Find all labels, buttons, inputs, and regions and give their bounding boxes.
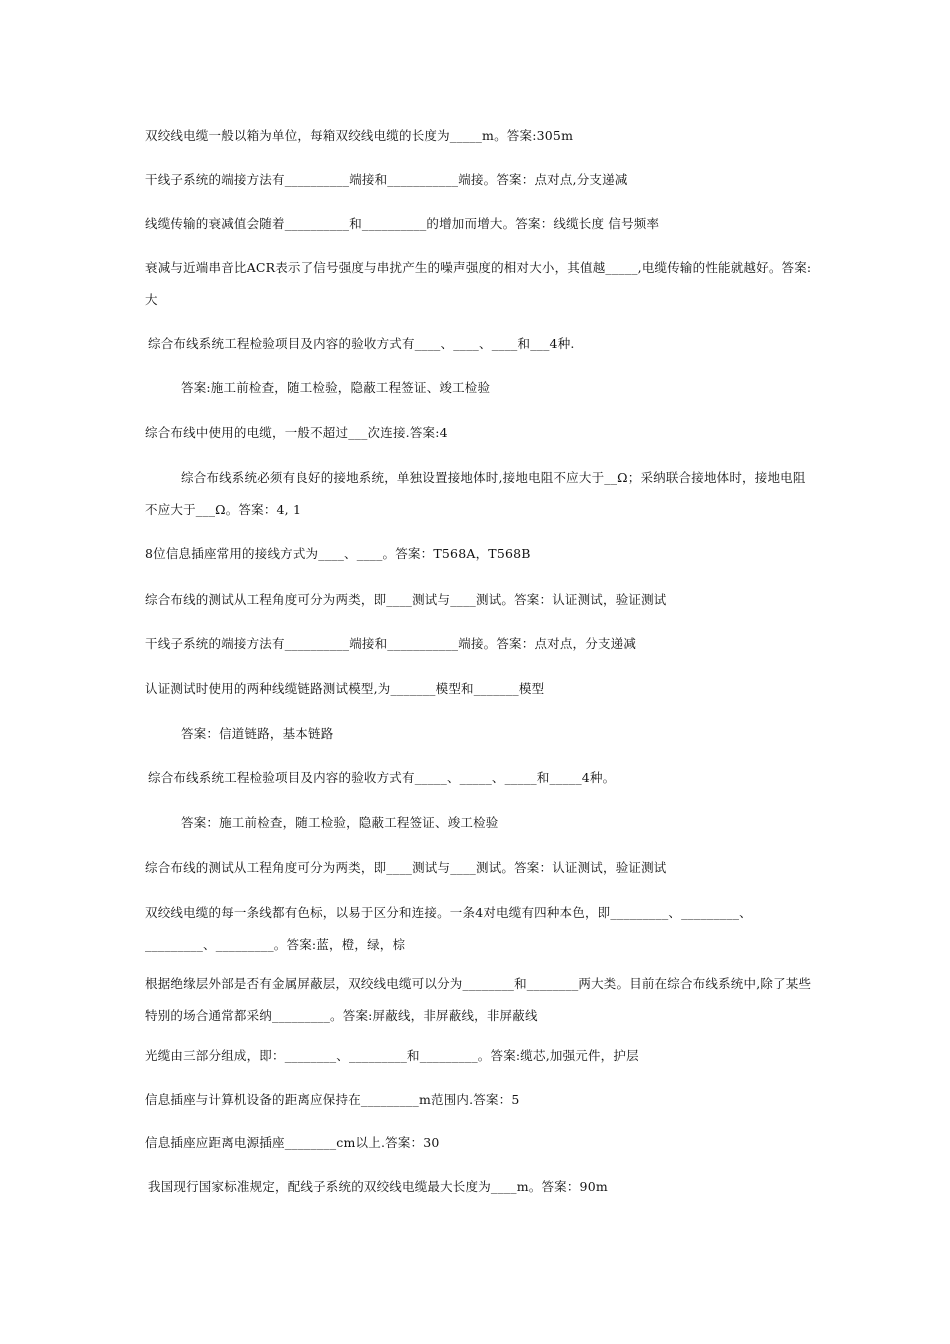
question-1: 双绞线电缆一般以箱为单位，每箱双绞线电缆的长度为_____m。答案:305m xyxy=(145,128,574,143)
question-3: 线缆传输的衰减值会随着__________和__________的增加而增大。答案：线缆长度 信号频率 xyxy=(145,216,660,231)
question-2: 干线子系统的端接方法有__________端接和___________端接。答案：点对点,分支递减 xyxy=(145,172,628,187)
question-19: 我国现行国家标准规定，配线子系统的双绞线电缆最大长度为____m。答案：90m xyxy=(148,1179,608,1194)
question-8: 8位信息插座常用的接线方式为____、____。答案：T568A，T568B xyxy=(145,546,531,561)
question-5: 综合布线系统工程检验项目及内容的验收方式有____、____、____和___4种. xyxy=(148,336,575,351)
question-18: 信息插座应距离电源插座________cm以上.答案：30 xyxy=(145,1135,440,1150)
question-9: 综合布线的测试从工程角度可分为两类，即____测试与____测试。答案：认证测试，验证测试 xyxy=(145,592,667,607)
question-4: 衰减与近端串音比ACR表示了信号强度与串扰产生的噪声强度的相对大小，其值越_____,电缆传输的性能就越好。答案:大 xyxy=(145,260,812,307)
answer-11: 答案：信道链路，基本链路 xyxy=(181,726,334,741)
question-6: 综合布线中使用的电缆，一般不超过___次连接.答案:4 xyxy=(145,425,448,440)
question-13: 综合布线的测试从工程角度可分为两类，即____测试与____测试。答案：认证测试，验证测试 xyxy=(145,860,667,875)
question-15: 根据绝缘层外部是否有金属屏蔽层，双绞线电缆可以分为________和________两大类。目前在综合布线系统中,除了某些特别的场合通常都采纳_________。答案:屏蔽线，非屏蔽线，非屏蔽线 xyxy=(145,976,812,1023)
question-7: 综合布线系统必须有良好的接地系统，单独设置接地体时,接地电阻不应大于__Ω；采纳联合接地体时，接地电阻不应大于___Ω。答案：4, 1 xyxy=(145,470,806,517)
question-11: 认证测试时使用的两种线缆链路测试模型,为_______模型和_______模型 xyxy=(145,681,545,696)
question-16: 光缆由三部分组成，即：________、_________和_________。答案:缆芯,加强元件，护层 xyxy=(145,1048,639,1063)
question-17: 信息插座与计算机设备的距离应保持在_________m范围内.答案：5 xyxy=(145,1092,520,1107)
question-12: 综合布线系统工程检验项目及内容的验收方式有_____、_____、_____和_____4种。 xyxy=(148,770,616,785)
answer-5: 答案:施工前检查，随工检验，隐蔽工程签证、竣工检验 xyxy=(181,380,491,395)
answer-12: 答案：施工前检查，随工检验，隐蔽工程签证、竣工检验 xyxy=(181,815,499,830)
question-10: 干线子系统的端接方法有__________端接和___________端接。答案：点对点，分支递减 xyxy=(145,636,637,651)
question-14: 双绞线电缆的每一条线都有色标，以易于区分和连接。一条4对电缆有四种本色，即_________、_________、_________、_________。答案:蓝，橙，绿，棕 xyxy=(145,905,752,952)
